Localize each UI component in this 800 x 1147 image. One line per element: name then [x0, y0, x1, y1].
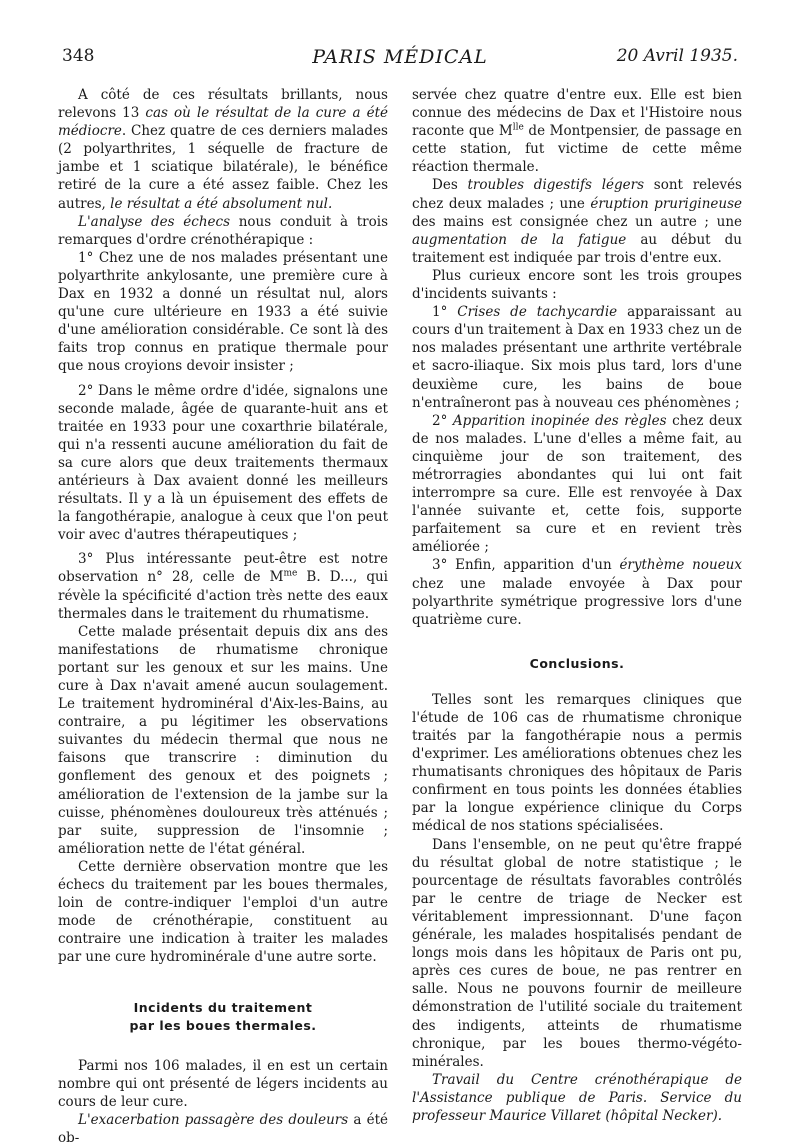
paragraph: 2° Dans le même ordre d'idée, signalons une seconde malade, âgée de quarante-huit ans et traitée en 1933 pour une coxarthrie bilatérale, qui n'a ressenti aucune amélioration du fait de sa cure alors que deux traitements thermaux antérieurs à Dax avaient donné les meilleurs résultats. Il y a là un épuisement des effets de la fangothérapie, analogue à ceux que l'on peut voir avec d'autres thérapeutiques ;	[58, 382, 388, 544]
paragraph: L'exacerbation passagère des douleurs a été ob-	[58, 1111, 388, 1146]
paragraph: servée chez quatre d'entre eux. Elle est bien connue des médecins de Dax et l'Histoire nous raconte que $M^{lle}$ de Montpensier, de passage en cette station, fut victime de cette même réaction thermale.	[412, 87, 742, 176]
section-heading-incidents: Incidents du traitement par les boues thermales.	[129, 999, 317, 1033]
issue-date: 20 Avril 1935.	[616, 46, 738, 66]
right-column	[412, 86, 742, 1125]
paragraph: Cette malade présentait depuis dix ans des manifestations de rhumatisme chronique portant sur les genoux et sur les mains. Une cure à Dax n'avait amené aucun soulagement. Le traitement hydrominéral d'Aix-les-Bains, au contraire, a pu légitimer les observations suivantes du médecin thermal que nous ne faisons que transcrire : diminution du gonflement des genoux et des poignets ; amélioration de l'extension de la jambe sur la cuisse, phénomènes douloureux très atténués ; par suite, suppression de l'insomnie ; amélioration nette de l'état général.	[58, 623, 388, 857]
paragraph: L'analyse des échecs nous conduit à trois remarques d'ordre crénothérapique :	[58, 213, 389, 248]
paragraph: A côté de ces résultats brillants, nous relevons 13 cas où le résultat de la cure a été médiocre. Chez quatre de ces derniers malades (2 polyarthrites, 1 séquelle de fracture de jambe et 1 sciatique bilatérale), le bénéfice retiré de la cure a été assez faible. Chez les autres, le résultat a été absolument nul.	[58, 87, 388, 212]
paragraph: 1° Chez une de nos malades présentant une polyarthrite ankylosante, une première cure à Dax en 1932 a donné un résultat nul, alors qu'une cure ultérieure en 1933 a été suivie d'une amélioration considérable. Ce sont là des faits trop connus en pratique thermale pour que nous croyions devoir insister ;	[58, 249, 388, 375]
paragraph: 1° Crises de tachycardie apparaissant au cours d'un traitement à Dax en 1933 chez un de nos malades présentant une arthrite vertébrale et sacro-iliaque. Six mois plus tard, lors d'une deuxième cure, les bains de boue n'entraîneront pas à nouveau ces phénomènes ;	[412, 304, 742, 411]
journal-title: PARIS MÉDICAL	[312, 46, 488, 68]
page-header	[62, 46, 738, 76]
page-number: 348	[62, 46, 95, 66]
author-signature: Travail du Centre crénothérapique de l'Assistance publique de Paris. Service du professeur Maurice Villaret (hôpital Necker).	[412, 1071, 742, 1124]
paragraph: Parmi nos 106 malades, il en est un certain nombre qui ont présenté de légers incidents au cours de leur cure.	[58, 1057, 388, 1110]
paragraph: 2° Apparition inopinée des règles chez deux de nos malades. L'une d'elles a même fait, au cinquième jour de son traitement, des métrorragies abondantes qui lui ont fait interrompre sa cure. Elle est renvoyée à Dax l'année suivante et, cette fois, supporte parfaitement sa cure et en revient très améliorée ;	[412, 412, 742, 556]
left-column	[58, 86, 388, 1147]
paragraph: Cette dernière observation montre que les échecs du traitement par les boues thermales, loin de contre-indiquer l'emploi d'un autre mode de crénothérapie, constituent au contraire une indication à traiter les malades par une cure hydrominérale d'une autre sorte.	[58, 858, 388, 966]
section-heading-conclusions: Conclusions.	[529, 655, 625, 671]
paragraph: Dans l'ensemble, on ne peut qu'être frappé du résultat global de notre statistique ; le pourcentage de résultats favorables contrôlés par le centre de triage de Necker est véritablement impressionnant. D'une façon générale, les malades hospitalisés pendant de longs mois dans les hôpitaux de Paris ont pu, après ces cures de boue, ne pas rentrer en salle. Nous ne pouvons fournir de meilleure démonstration de l'utilité sociale du traitement des indigents, atteints de rhumatisme chronique, par les boues thermo-végéto-minérales.	[412, 836, 742, 1070]
paragraph: Plus curieux encore sont les trois groupes d'incidents suivants :	[412, 267, 742, 303]
paragraph: Telles sont les remarques cliniques que l'étude de 106 cas de rhumatisme chronique traités par la fangothérapie nous a permis d'exprimer. Les améliorations obtenues chez les rhumatisants chroniques des hôpitaux de Paris confirment en tous points les données établies par la longue expérience clinique du Corps médical de nos stations spécialisées.	[412, 691, 742, 835]
paragraph: 3° Plus intéressante peut-être est notre observation n° 28, celle de $M^{me}$ B. D..., qui révèle la spécificité d'action très nette des eaux thermales dans le traitement du rhumatisme.	[58, 551, 388, 622]
paragraph: 3° Enfin, apparition d'un érythème noueux chez une malade envoyée à Dax pour polyarthrite symétrique progressive lors d'une quatrième cure.	[412, 557, 742, 628]
paragraph: Des troubles digestifs légers sont relevés chez deux malades ; une éruption prurigineuse des mains est consignée chez un autre ; une augmentation de la fatigue au début du traitement est indiquée par trois d'entre eux.	[412, 177, 742, 266]
